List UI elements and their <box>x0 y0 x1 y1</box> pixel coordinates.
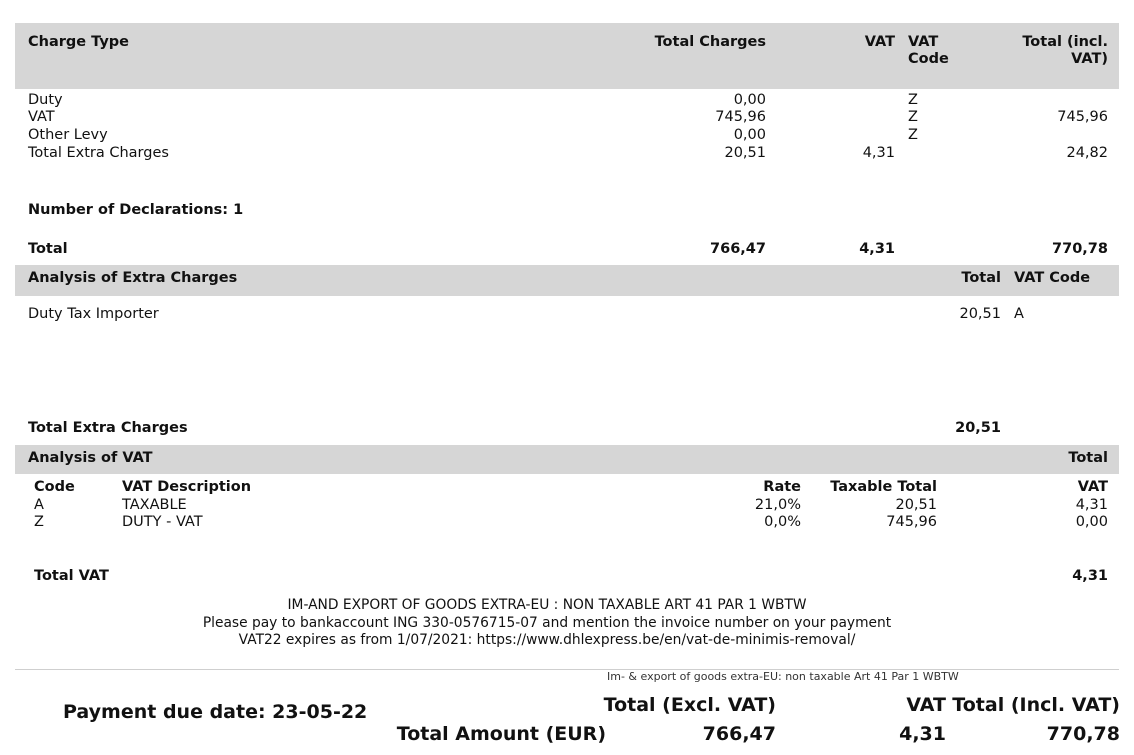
charge-type: Duty <box>28 92 63 108</box>
extra-col-vat-code: VAT Code <box>1014 270 1091 286</box>
total-vat-value: 4,31 <box>1072 568 1108 584</box>
footer-col-incl: Total (Incl. VAT) <box>952 694 1120 716</box>
vat-row-desc: DUTY - VAT <box>122 514 203 530</box>
col-total-incl-2: VAT) <box>1071 51 1108 67</box>
vat-col-taxable: Taxable Total <box>830 479 937 495</box>
vat-row-desc: TAXABLE <box>122 497 187 513</box>
col-vat-code-2: Code <box>908 51 949 67</box>
charge-total: 0,00 <box>733 127 766 143</box>
extra-total-value: 20,51 <box>955 420 1001 436</box>
vat-row-taxable: 745,96 <box>886 514 937 530</box>
declarations-count: Number of Declarations: 1 <box>28 202 244 218</box>
col-vat-code-1: VAT <box>908 34 939 50</box>
total-vat-label: Total VAT <box>34 568 109 584</box>
total-amount-label: Total Amount (EUR) <box>396 723 606 745</box>
charge-incl: 24,82 <box>1066 145 1108 161</box>
vat-row-rate: 0,0% <box>764 514 801 530</box>
charge-total: 745,96 <box>715 109 766 125</box>
charges-total-vat: 4,31 <box>859 241 895 257</box>
vat-col-desc: VAT Description <box>122 479 252 495</box>
charge-code: Z <box>908 109 918 125</box>
vat-row-code: A <box>34 497 44 513</box>
charge-vat: 4,31 <box>862 145 895 161</box>
note-line: VAT22 expires as from 1/07/2021: https://www.dhlexpress.be/en/vat-de-minimis-removal/ <box>238 632 856 648</box>
vat-row-vat: 0,00 <box>1075 514 1108 530</box>
charge-code: Z <box>908 127 918 143</box>
vat-analysis-header-band <box>15 445 1119 474</box>
extra-total-label: Total Extra Charges <box>28 420 188 436</box>
vat-col-code: Code <box>34 479 75 495</box>
charges-total-incl: 770,78 <box>1052 241 1108 257</box>
total-amount-incl: 770,78 <box>1046 723 1120 745</box>
charge-type: Other Levy <box>28 127 108 143</box>
charge-incl: 745,96 <box>1057 109 1108 125</box>
vat-analysis-title: Analysis of VAT <box>28 450 153 466</box>
footer-col-vat: VAT <box>906 694 946 716</box>
footer-small-note: Im- & export of goods extra-EU: non taxable Art 41 Par 1 WBTW <box>607 670 959 683</box>
col-vat: VAT <box>864 34 895 50</box>
note-line: IM-AND EXPORT OF GOODS EXTRA-EU : NON TAXABLE ART 41 PAR 1 WBTW <box>287 597 807 613</box>
charges-total-label: Total <box>28 241 68 257</box>
note-line: Please pay to bankaccount ING 330-0576715-07 and mention the invoice number on your payment <box>202 615 892 631</box>
vat-row-rate: 21,0% <box>754 497 801 513</box>
col-charge-type: Charge Type <box>28 34 129 50</box>
extra-charge-code: A <box>1014 306 1024 322</box>
charge-total: 20,51 <box>724 145 766 161</box>
col-total-incl-1: Total (incl. <box>1022 34 1108 50</box>
extra-charge-total: 20,51 <box>959 306 1001 322</box>
vat-row-code: Z <box>34 514 44 530</box>
footer-col-excl: Total (Excl. VAT) <box>603 694 776 716</box>
charges-total-value: 766,47 <box>710 241 766 257</box>
vat-row-taxable: 20,51 <box>895 497 937 513</box>
vat-col-vat: VAT <box>1077 479 1108 495</box>
charge-type: Total Extra Charges <box>28 145 169 161</box>
charge-code: Z <box>908 92 918 108</box>
charges-header-band <box>15 23 1119 89</box>
extra-charge-label: Duty Tax Importer <box>28 306 159 322</box>
payment-due-date: Payment due date: 23-05-22 <box>63 701 368 723</box>
extra-charges-title: Analysis of Extra Charges <box>28 270 238 286</box>
charge-type: VAT <box>28 109 55 125</box>
total-amount-vat: 4,31 <box>899 723 946 745</box>
vat-row-vat: 4,31 <box>1075 497 1108 513</box>
vat-analysis-col-total: Total <box>1068 450 1108 466</box>
col-total-charges: Total Charges <box>654 34 766 50</box>
extra-col-total: Total <box>961 270 1001 286</box>
vat-col-rate: Rate <box>763 479 801 495</box>
charge-total: 0,00 <box>733 92 766 108</box>
total-amount-excl: 766,47 <box>702 723 776 745</box>
